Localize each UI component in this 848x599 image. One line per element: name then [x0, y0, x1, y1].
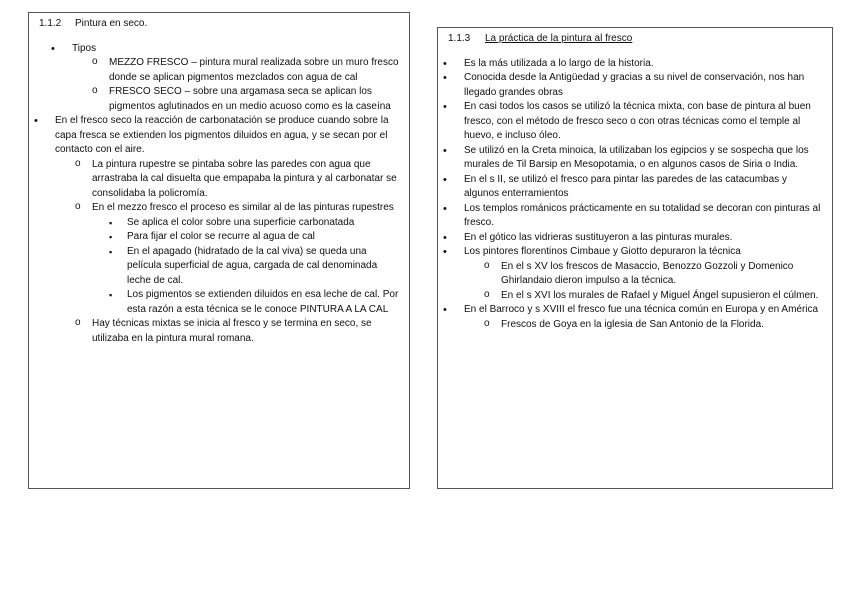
mezzo-fresco-sublist — [127, 216, 401, 318]
tipos-label: Tipos — [72, 42, 97, 54]
bullet-list — [431, 57, 824, 333]
list-item: • En el s II, se utilizó el fresco para pintar las paredes de las catacumbas y algunos enterramientos — [431, 173, 824, 202]
barroco-text: En el Barroco y s XVIII el fresco fue una técnica común en Europa y en América — [464, 304, 819, 315]
list-item: o La pintura rupestre se pintaba sobre las paredes con agua que arrastraba la cal disuelta que empapaba la pintura y al carbonatar se consolidaba la policromía. — [92, 158, 401, 202]
florentinos-sublist — [501, 260, 824, 304]
list-item: • Se utilizó en la Creta minoica, la utilizaban los egipcios y se sospecha que los murales de Til Barsip en Mesopotamia, o en algunos casos de Siria o India. — [431, 144, 824, 173]
list-item: • Es la más utilizada a lo largo de la historia. — [431, 57, 824, 72]
section-heading-1-1-3 — [448, 32, 824, 47]
list-item: ▪ Se aplica el color sobre una superficie carbonatada — [127, 216, 401, 231]
bullet-list — [39, 42, 401, 115]
list-item: • Conocida desde la Antigüedad y gracias a su nivel de conservación, nos han llegado grandes obras — [431, 71, 824, 100]
heading-title: La práctica de la pintura al fresco — [485, 33, 633, 44]
list-item — [92, 201, 401, 317]
list-item: o En el s XVI los murales de Rafael y Miguel Ángel supusieron el cúlmen. — [501, 289, 824, 304]
list-item: • En casi todos los casos se utilizó la técnica mixta, con base de pintura al buen fresco, con el método de fresco seco o con otras técnicas como el temple al huevo, e incluso óleo. — [431, 100, 824, 144]
fresco-seco-intro: En el fresco seco la reacción de carbonatación se produce cuando sobre la capa fresca se extienden los pigmentos diluidos en agua, y se secan por el contacto con el aire. — [55, 115, 389, 155]
bullet-list — [22, 114, 401, 346]
list-item: o MEZZO FRESCO – pintura mural realizada sobre un muro fresco donde se aplican pigmentos mezclados con agua de cal — [109, 56, 401, 85]
list-item — [431, 245, 824, 303]
list-item: o FRESCO SECO – sobre una argamasa seca se aplican los pigmentos aglutinados en un medio acuoso como es la caseína — [109, 85, 401, 114]
heading-number: 1.1.2 — [39, 18, 62, 29]
list-item — [431, 303, 824, 332]
list-item — [39, 42, 401, 115]
list-item: o En el s XV los frescos de Masaccio, Benozzo Gozzoli y Domenico Ghirlandaio dieron impulso a la técnica. — [501, 260, 824, 289]
florentinos-text: Los pintores florentinos Cimbaue y Giotto depuraron la técnica — [464, 246, 741, 257]
list-item: o Frescos de Goya en la iglesia de San Antonio de la Florida. — [501, 318, 824, 333]
list-item: o Hay técnicas mixtas se inicia al fresco y se termina en seco, se utilizaba en la pintura mural romana. — [92, 317, 401, 346]
heading-title: Pintura en seco. — [75, 18, 148, 29]
barroco-sublist — [501, 318, 824, 333]
left-page-box — [28, 12, 410, 489]
right-page-box — [437, 27, 833, 489]
list-item: • Los templos románicos prácticamente en su totalidad se decoran con pinturas al fresco. — [431, 202, 824, 231]
list-item — [22, 114, 401, 346]
list-item: ▪ Para fijar el color se recurre al agua de cal — [127, 230, 401, 245]
heading-number: 1.1.3 — [448, 33, 471, 44]
fresco-seco-sublist — [76, 158, 401, 347]
section-heading-1-1-2 — [39, 17, 401, 32]
list-item: ▪ En el apagado (hidratado de la cal viva) se queda una película superficial de agua, cargada de cal denominada leche de cal. — [127, 245, 401, 289]
list-item: ▪ Los pigmentos se extienden diluidos en esa leche de cal. Por esta razón a esta técnica se le conoce PINTURA A LA CAL — [127, 288, 401, 317]
tipos-sublist — [76, 56, 401, 114]
mezzo-fresco-text: En el mezzo fresco el proceso es similar al de las pinturas rupestres — [92, 202, 394, 213]
list-item: • En el gótico las vidrieras sustituyeron a las pinturas murales. — [431, 231, 824, 246]
